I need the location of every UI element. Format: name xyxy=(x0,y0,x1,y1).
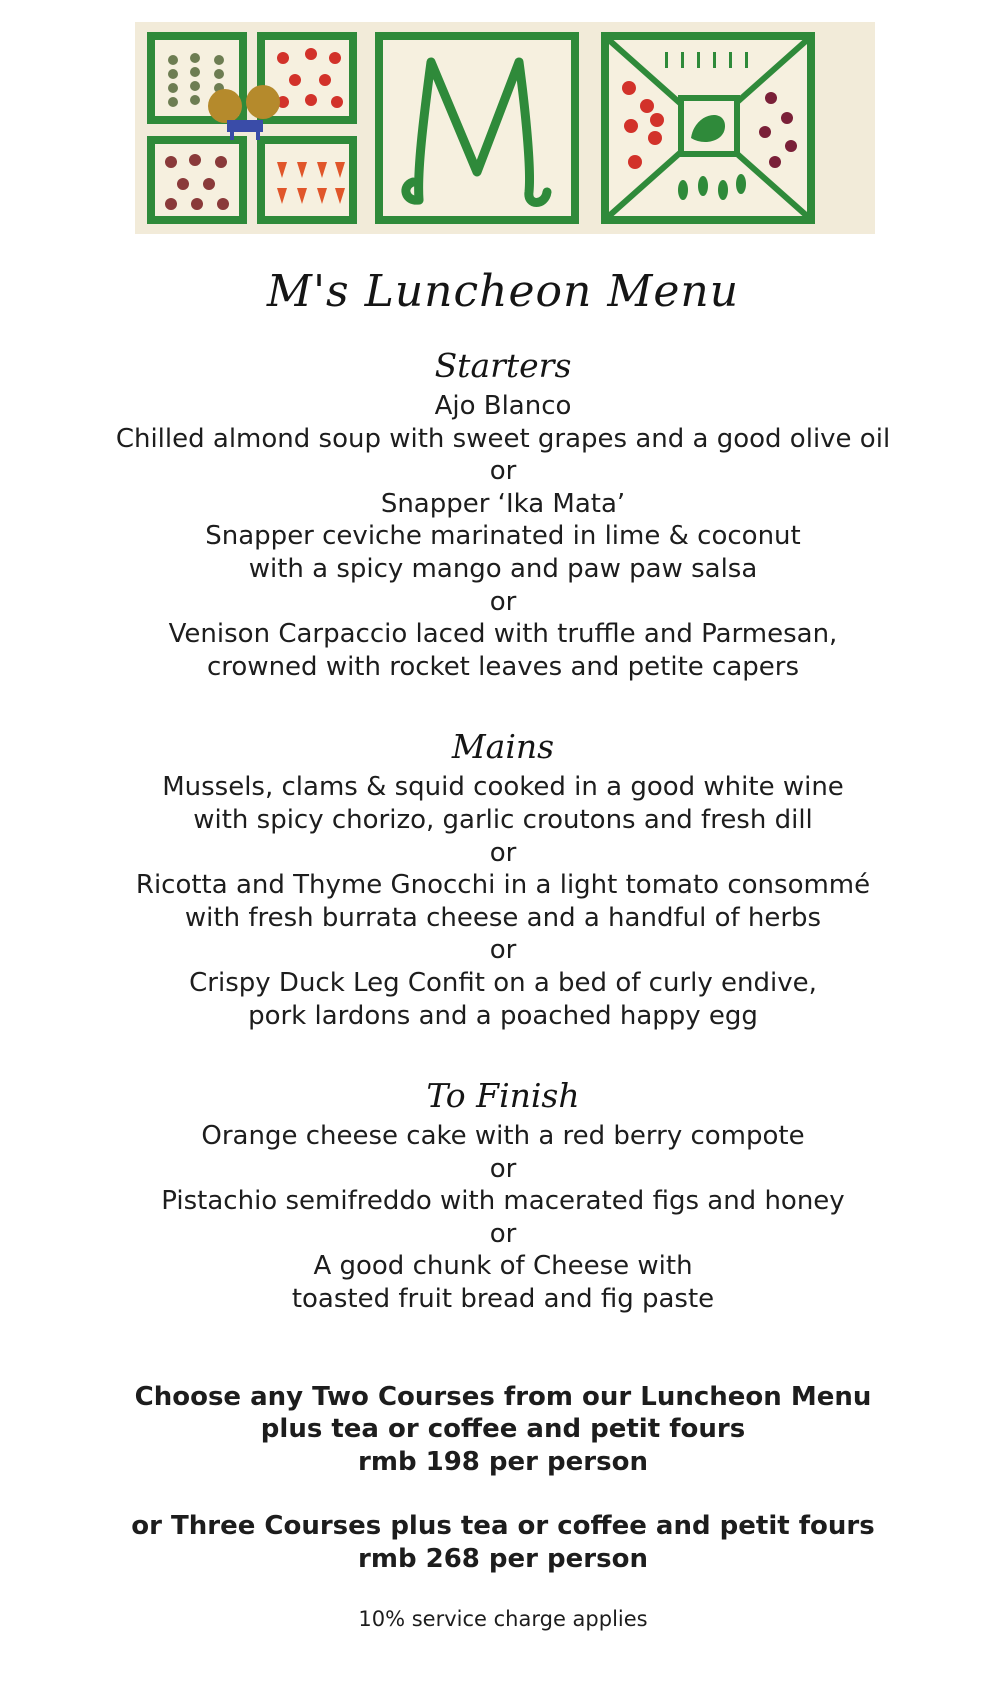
menu-line: Snapper ceviche marinated in lime & coconut xyxy=(205,521,801,552)
two-course-offer-line: Choose any Two Courses from our Luncheon Menu xyxy=(134,1381,872,1412)
to-finish-heading: To Finish xyxy=(426,1076,580,1116)
garden-illustration xyxy=(135,22,875,234)
two-course-price: rmb 198 per person xyxy=(358,1446,648,1477)
menu-line: or xyxy=(489,1218,517,1249)
menu-line: pork lardons and a poached happy egg xyxy=(248,1000,758,1031)
offer-spacer xyxy=(0,1478,1006,1510)
menu-line: or xyxy=(489,456,517,487)
menu-line: Snapper ‘Ika Mata’ xyxy=(380,488,626,519)
menu-line: with fresh burrata cheese and a handful of herbs xyxy=(184,902,822,933)
menu-line: or xyxy=(489,935,517,966)
three-course-offer-line: or Three Courses plus tea or coffee and petit fours xyxy=(131,1511,875,1542)
menu-title: M's Luncheon Menu xyxy=(266,266,740,317)
menu-line: with a spicy mango and paw paw salsa xyxy=(248,553,758,584)
two-course-offer-line: plus tea or coffee and petit fours xyxy=(260,1414,746,1445)
menu-line: or xyxy=(489,837,517,868)
menu-line: A good chunk of Cheese with xyxy=(313,1251,693,1282)
mains-section xyxy=(0,723,1006,1032)
menu-line: Venison Carpaccio laced with truffle and Parmesan, xyxy=(168,619,838,650)
starters-heading: Starters xyxy=(434,346,572,385)
luncheon-menu xyxy=(0,262,1006,1634)
menu-line: Chilled almond soup with sweet grapes and a good olive oil xyxy=(115,423,891,454)
menu-line: Orange cheese cake with a red berry compote xyxy=(201,1121,805,1152)
menu-line: toasted fruit bread and fig paste xyxy=(291,1284,715,1315)
menu-line: with spicy chorizo, garlic croutons and fresh dill xyxy=(193,804,813,835)
menu-line: crowned with rocket leaves and petite capers xyxy=(206,651,800,682)
garden-banner xyxy=(135,22,875,234)
menu-line: or xyxy=(489,1153,517,1184)
starters-section xyxy=(0,342,1006,683)
menu-line: Ajo Blanco xyxy=(434,391,572,421)
mains-heading: Mains xyxy=(451,727,555,767)
to-finish-section xyxy=(0,1072,1006,1316)
three-course-price: rmb 268 per person xyxy=(358,1544,648,1575)
vegetable-garden-panel xyxy=(605,36,811,220)
menu-line: Mussels, clams & squid cooked in a good white wine xyxy=(162,772,844,803)
menu-line: or xyxy=(489,586,517,617)
menu-line: Crispy Duck Leg Confit on a bed of curly endive, xyxy=(189,967,817,998)
pricing-offers xyxy=(0,1381,1006,1576)
menu-line: Pistachio semifreddo with macerated figs and honey xyxy=(161,1186,845,1217)
monogram-panel xyxy=(379,36,575,220)
menu-line: Ricotta and Thyme Gnocchi in a light tomato consommé xyxy=(135,870,871,901)
service-charge-note: 10% service charge applies xyxy=(358,1606,648,1631)
